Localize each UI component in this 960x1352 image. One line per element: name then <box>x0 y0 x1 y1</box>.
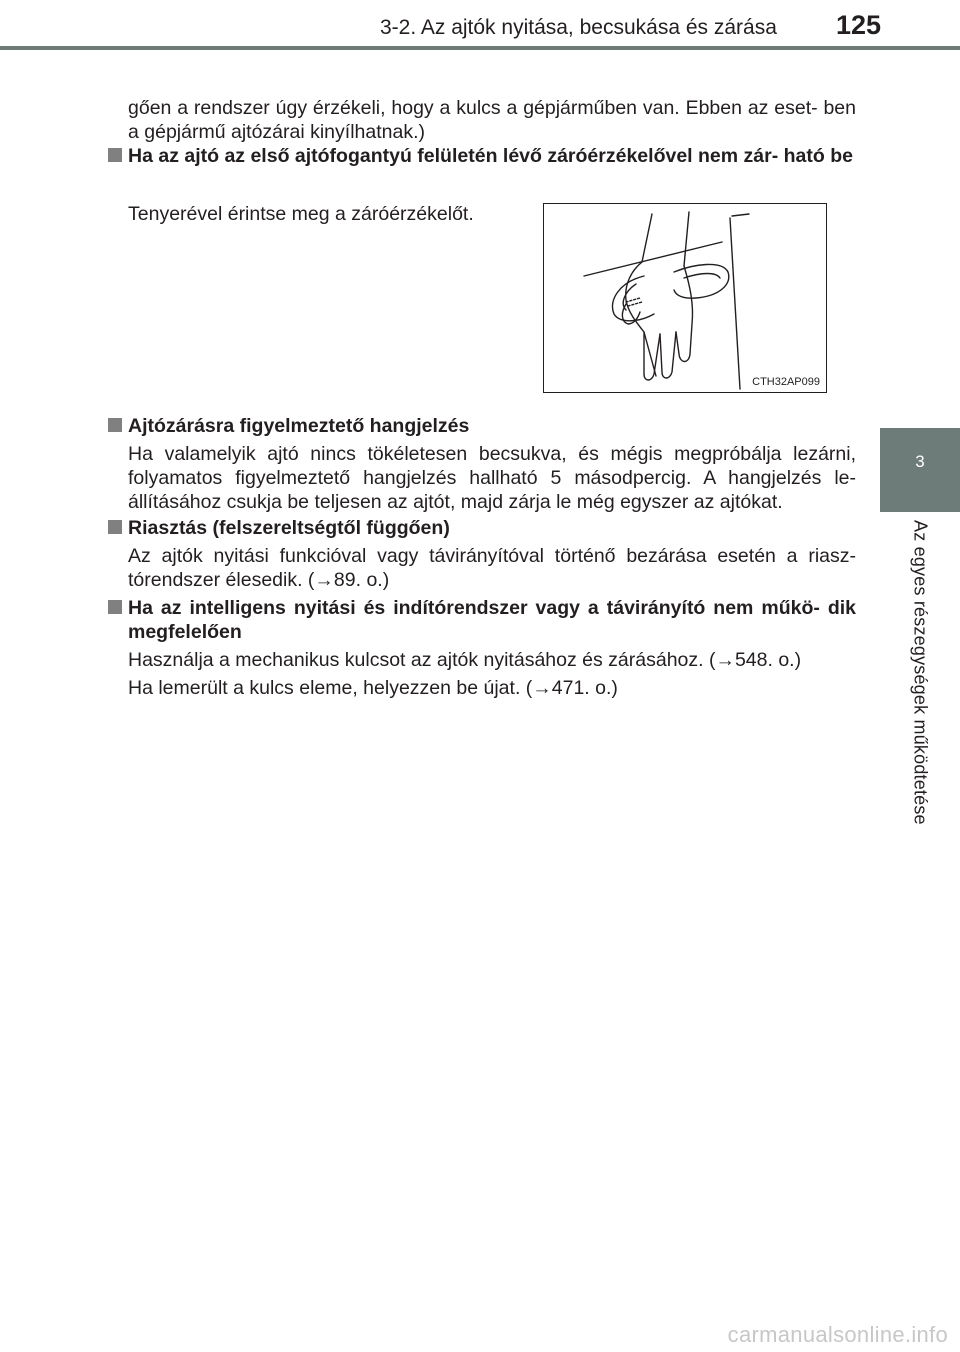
figure-code: CTH32AP099 <box>752 376 820 388</box>
section-heading <box>108 414 856 438</box>
section-title: 3-2. Az ajtók nyitása, becsukása és zárása <box>380 16 777 39</box>
section-paragraph: Használja a mechanikus kulcsot az ajtók nyitásához és zárásához. (→548. o.) <box>128 649 802 671</box>
section-paragraph: Ha valamelyik ajtó nincs tökéletesen becsukva, és mégis megpróbálja lezárni, folyamatos figyelmeztető hangjelzés hallható 5 másodpercig. A hangjelzés le- állításához csukja be teljesen az ajtót, majd zárja le még egyszer az ajtókat. <box>128 443 856 513</box>
watermark: carmanualsonline.info <box>727 1322 948 1347</box>
section-paragraph: Az ajtók nyitási funkcióval vagy távirányítóval történő bezárása esetén a riasz- tórendszer élesedik. (→89. o.) <box>128 545 856 591</box>
square-bullet-icon <box>108 418 122 432</box>
section-heading-text: Ajtózárásra figyelmeztető hangjelzés <box>128 415 470 437</box>
square-bullet-icon <box>108 148 122 162</box>
page-number: 125 <box>836 10 882 40</box>
chapter-label: Az egyes részegységek működtetése <box>910 520 931 825</box>
square-bullet-icon <box>108 600 122 614</box>
section-heading-text: Ha az intelligens nyitási és indítórendszer vagy a távirányító nem műkö- dik megfelelően <box>128 597 856 643</box>
intro-paragraph: gően a rendszer úgy érzékeli, hogy a kulcs a gépjárműben van. Ebben az eset- ben a gépjármű ajtózárai kinyílhatnak.) <box>128 97 856 143</box>
section-heading-text: Riasztás (felszereltségtől függően) <box>128 517 450 539</box>
section-heading <box>108 516 856 540</box>
section-heading <box>108 144 856 168</box>
hand-on-door-handle-illustration-icon <box>544 204 828 394</box>
section-paragraph: Ha lemerült a kulcs eleme, helyezzen be újat. (→471. o.) <box>128 677 618 699</box>
chapter-number: 3 <box>915 452 925 471</box>
section-paragraph: Tenyerével érintse meg a záróérzékelőt. <box>128 203 474 225</box>
square-bullet-icon <box>108 520 122 534</box>
chapter-label-container <box>880 512 960 852</box>
header-rule <box>0 46 960 50</box>
figure-hand-on-door-handle <box>543 203 827 393</box>
chapter-tab <box>880 428 960 512</box>
section-heading <box>108 596 856 644</box>
section-heading-text: Ha az ajtó az első ajtófogantyú felületén lévő záróérzékelővel nem zár- ható be <box>128 145 853 167</box>
